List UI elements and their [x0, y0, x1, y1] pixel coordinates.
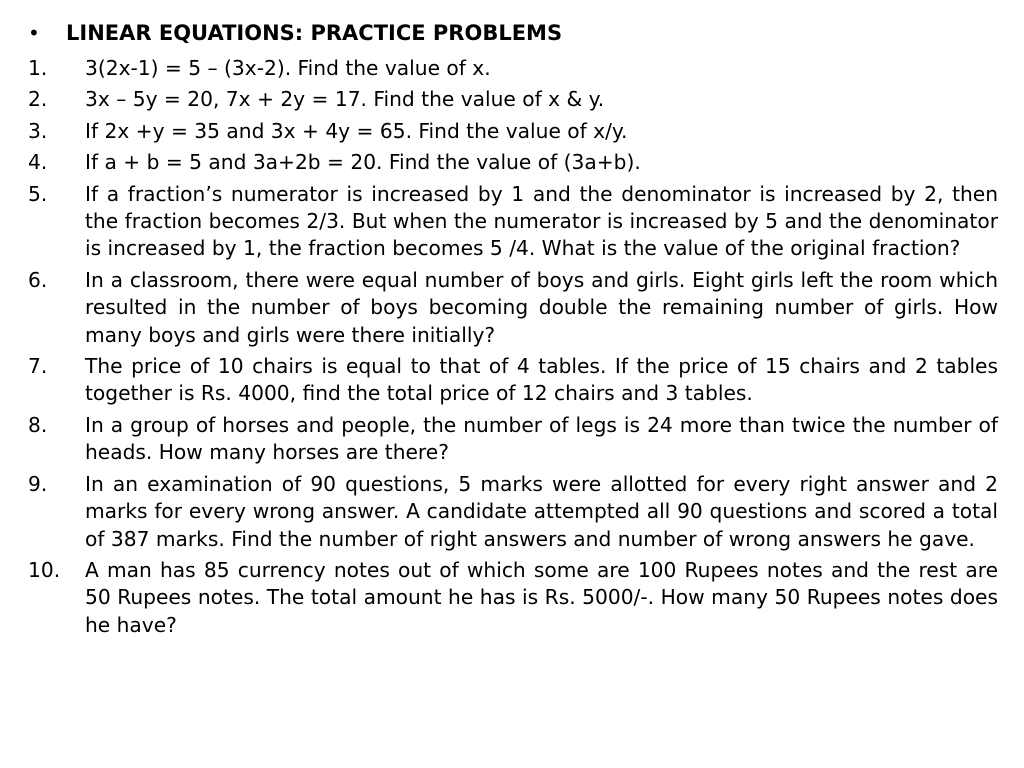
page-title: LINEAR EQUATIONS: PRACTICE PROBLEMS	[66, 21, 563, 45]
problem-number: 4.	[28, 150, 48, 175]
problem-number: 2.	[28, 87, 48, 112]
problem-text: In an examination of 90 questions, 5 marks were allotted for every right answer and 2 marks for every wrong answer. A candidate attempted all 90 questions and scored a total of 387 marks. Find the number of right answers and number of wrong answers he gave.	[85, 471, 998, 551]
problem-number: 9.	[28, 471, 48, 496]
problem-number: 7.	[28, 354, 48, 379]
problem-number: 8.	[28, 412, 48, 437]
problem-number: 3.	[28, 118, 48, 143]
problem-item-4	[28, 149, 998, 176]
problem-text: 3x – 5y = 20, 7x + 2y = 17. Find the value of x & y.	[85, 87, 605, 112]
problem-item-7	[28, 353, 998, 408]
problem-item-2	[28, 86, 998, 113]
problem-number: 1.	[28, 56, 48, 80]
problem-item-8	[28, 412, 998, 467]
problem-item-5	[28, 181, 998, 263]
problem-text: If a fraction’s numerator is increased by 1 and the denominator is increased by 2, then the fraction becomes 2/3. But when the numerator is increased by 5 and the denominator is increased by 1, the fraction becomes 5 /4. What is the value of the original fraction?	[85, 181, 998, 261]
problem-item-10	[28, 557, 998, 639]
problem-text: If 2x +y = 35 and 3x + 4y = 65. Find the value of x/y.	[85, 118, 628, 143]
problem-text: A man has 85 currency notes out of which some are 100 Rupees notes and the rest are 50 Rupees notes. The total amount he has is Rs. 5000/-. How many 50 Rupees notes does he have?	[85, 557, 998, 637]
problem-list	[28, 55, 998, 643]
problem-text: If a + b = 5 and 3a+2b = 20. Find the value of (3a+b).	[85, 150, 641, 175]
problem-text: In a group of horses and people, the number of legs is 24 more than twice the number of heads. How many horses are there?	[85, 412, 998, 465]
problem-number: 10.	[28, 557, 61, 582]
problem-number: 6.	[28, 267, 48, 292]
problem-text: The price of 10 chairs is equal to that of 4 tables. If the price of 15 chairs and 2 tables together is Rs. 4000, find the total price of 12 chairs and 3 tables.	[85, 354, 998, 406]
problem-text: 3(2x-1) = 5 – (3x-2). Find the value of x.	[85, 56, 491, 80]
heading-row	[28, 18, 1008, 48]
problem-item-9	[28, 471, 998, 553]
problem-text: In a classroom, there were equal number of boys and girls. Eight girls left the room which resulted in the number of boys becoming double the remaining number of girls. How many boys and girls were there initially?	[85, 267, 998, 347]
problem-item-1	[28, 55, 998, 82]
problem-item-3	[28, 118, 998, 145]
problem-item-6	[28, 267, 998, 349]
bullet-icon: •	[28, 21, 40, 45]
problem-number: 5.	[28, 181, 48, 206]
